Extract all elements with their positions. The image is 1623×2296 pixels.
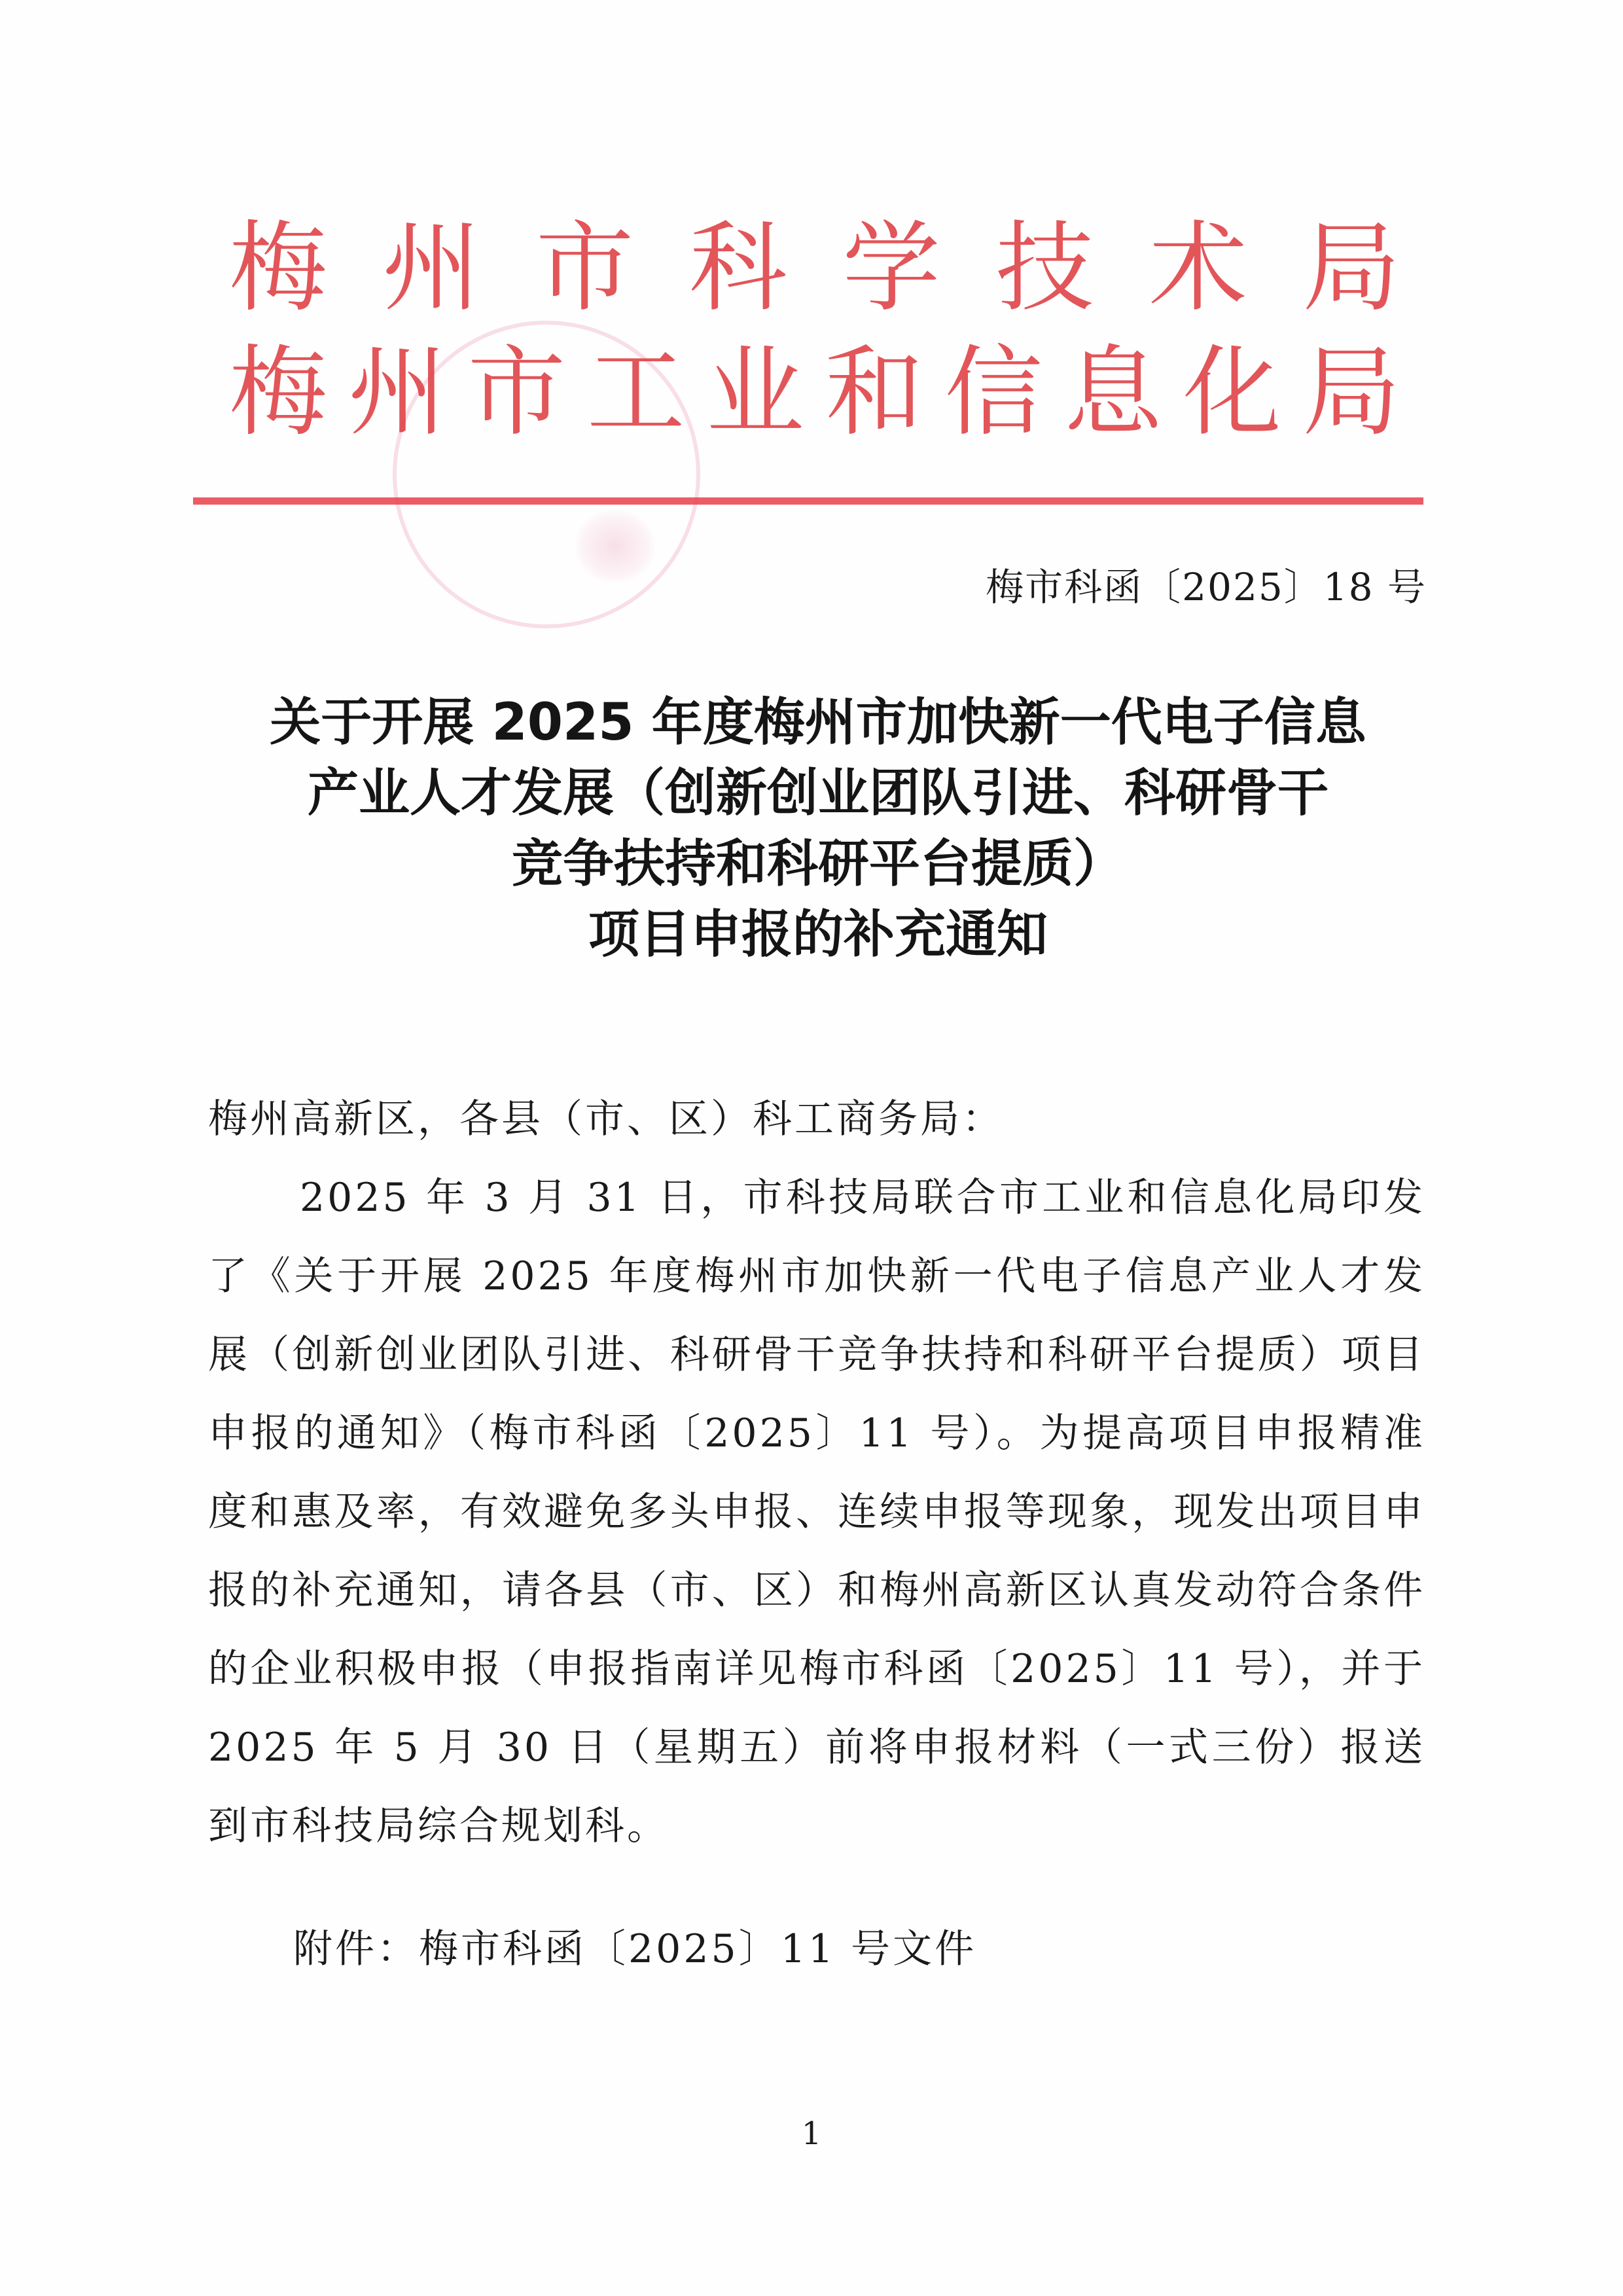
letterhead-red-divider bbox=[193, 497, 1423, 505]
official-seal-center-mark bbox=[576, 511, 654, 583]
document-body bbox=[208, 1080, 1425, 1865]
letterhead-line-2 bbox=[229, 336, 1400, 450]
letterhead-char: 局 bbox=[1302, 336, 1400, 450]
letterhead-char: 州 bbox=[348, 336, 447, 450]
letterhead-char: 局 bbox=[1302, 211, 1400, 325]
title-line: 项目申报的补充通知 bbox=[588, 905, 1048, 964]
document-number: 梅市科函〔2025〕18 号 bbox=[986, 565, 1427, 609]
title-line: 产业人才发展（创新创业团队引进、科研骨干 bbox=[307, 764, 1329, 823]
title-line: 关于开展 2025 年度梅州市加快新一代电子信息 bbox=[270, 693, 1366, 752]
salutation: 梅州高新区，各县（市、区）科工商务局： bbox=[208, 1096, 1004, 1142]
title-line: 竞争扶持和科研平台提质） bbox=[511, 834, 1124, 893]
letterhead-char: 化 bbox=[1183, 336, 1281, 450]
letterhead-line-1 bbox=[229, 211, 1400, 325]
letterhead-char: 市 bbox=[467, 336, 566, 450]
letterhead-char: 技 bbox=[995, 211, 1094, 325]
letterhead-char: 学 bbox=[842, 211, 941, 325]
letterhead-char: 州 bbox=[382, 211, 481, 325]
body-paragraph: 2025 年 3 月 31 日，市科技局联合市工业和信息化局印发了《关于开展 2025 年度梅州市加快新一代电子信息产业人才发展（创新创业团队引进、科研骨干竞争扶持和科研平台提质）项目申报的通知》（梅市科函〔2025〕11 号）。为提高项目申报精准度和惠及率，有效避免多头申报、连续申报等现象，现发出项目申报的补充通知，请各县（市、区）和梅州高新区认真发动符合条件的企业积极申报（申报指南详见梅市科函〔2025〕11 号），并于 2025 年 5 月 30 日（星期五）前将申报材料（一式三份）报送到市科技局综合规划科。 bbox=[208, 1175, 1425, 1849]
letterhead-char: 信 bbox=[944, 336, 1043, 450]
attachment-note: 附件：梅市科函〔2025〕11 号文件 bbox=[293, 1926, 977, 1972]
page-number: 1 bbox=[801, 2115, 822, 2152]
letterhead-char: 科 bbox=[688, 211, 787, 325]
letterhead-char: 和 bbox=[825, 336, 924, 450]
letterhead-char: 业 bbox=[705, 336, 804, 450]
letterhead-char: 工 bbox=[586, 336, 685, 450]
letterhead-char: 市 bbox=[535, 211, 634, 325]
letterhead-char: 梅 bbox=[229, 336, 328, 450]
letterhead-char: 梅 bbox=[229, 211, 328, 325]
letterhead-char: 息 bbox=[1063, 336, 1162, 450]
letterhead-char: 术 bbox=[1149, 211, 1247, 325]
document-title bbox=[196, 687, 1440, 970]
